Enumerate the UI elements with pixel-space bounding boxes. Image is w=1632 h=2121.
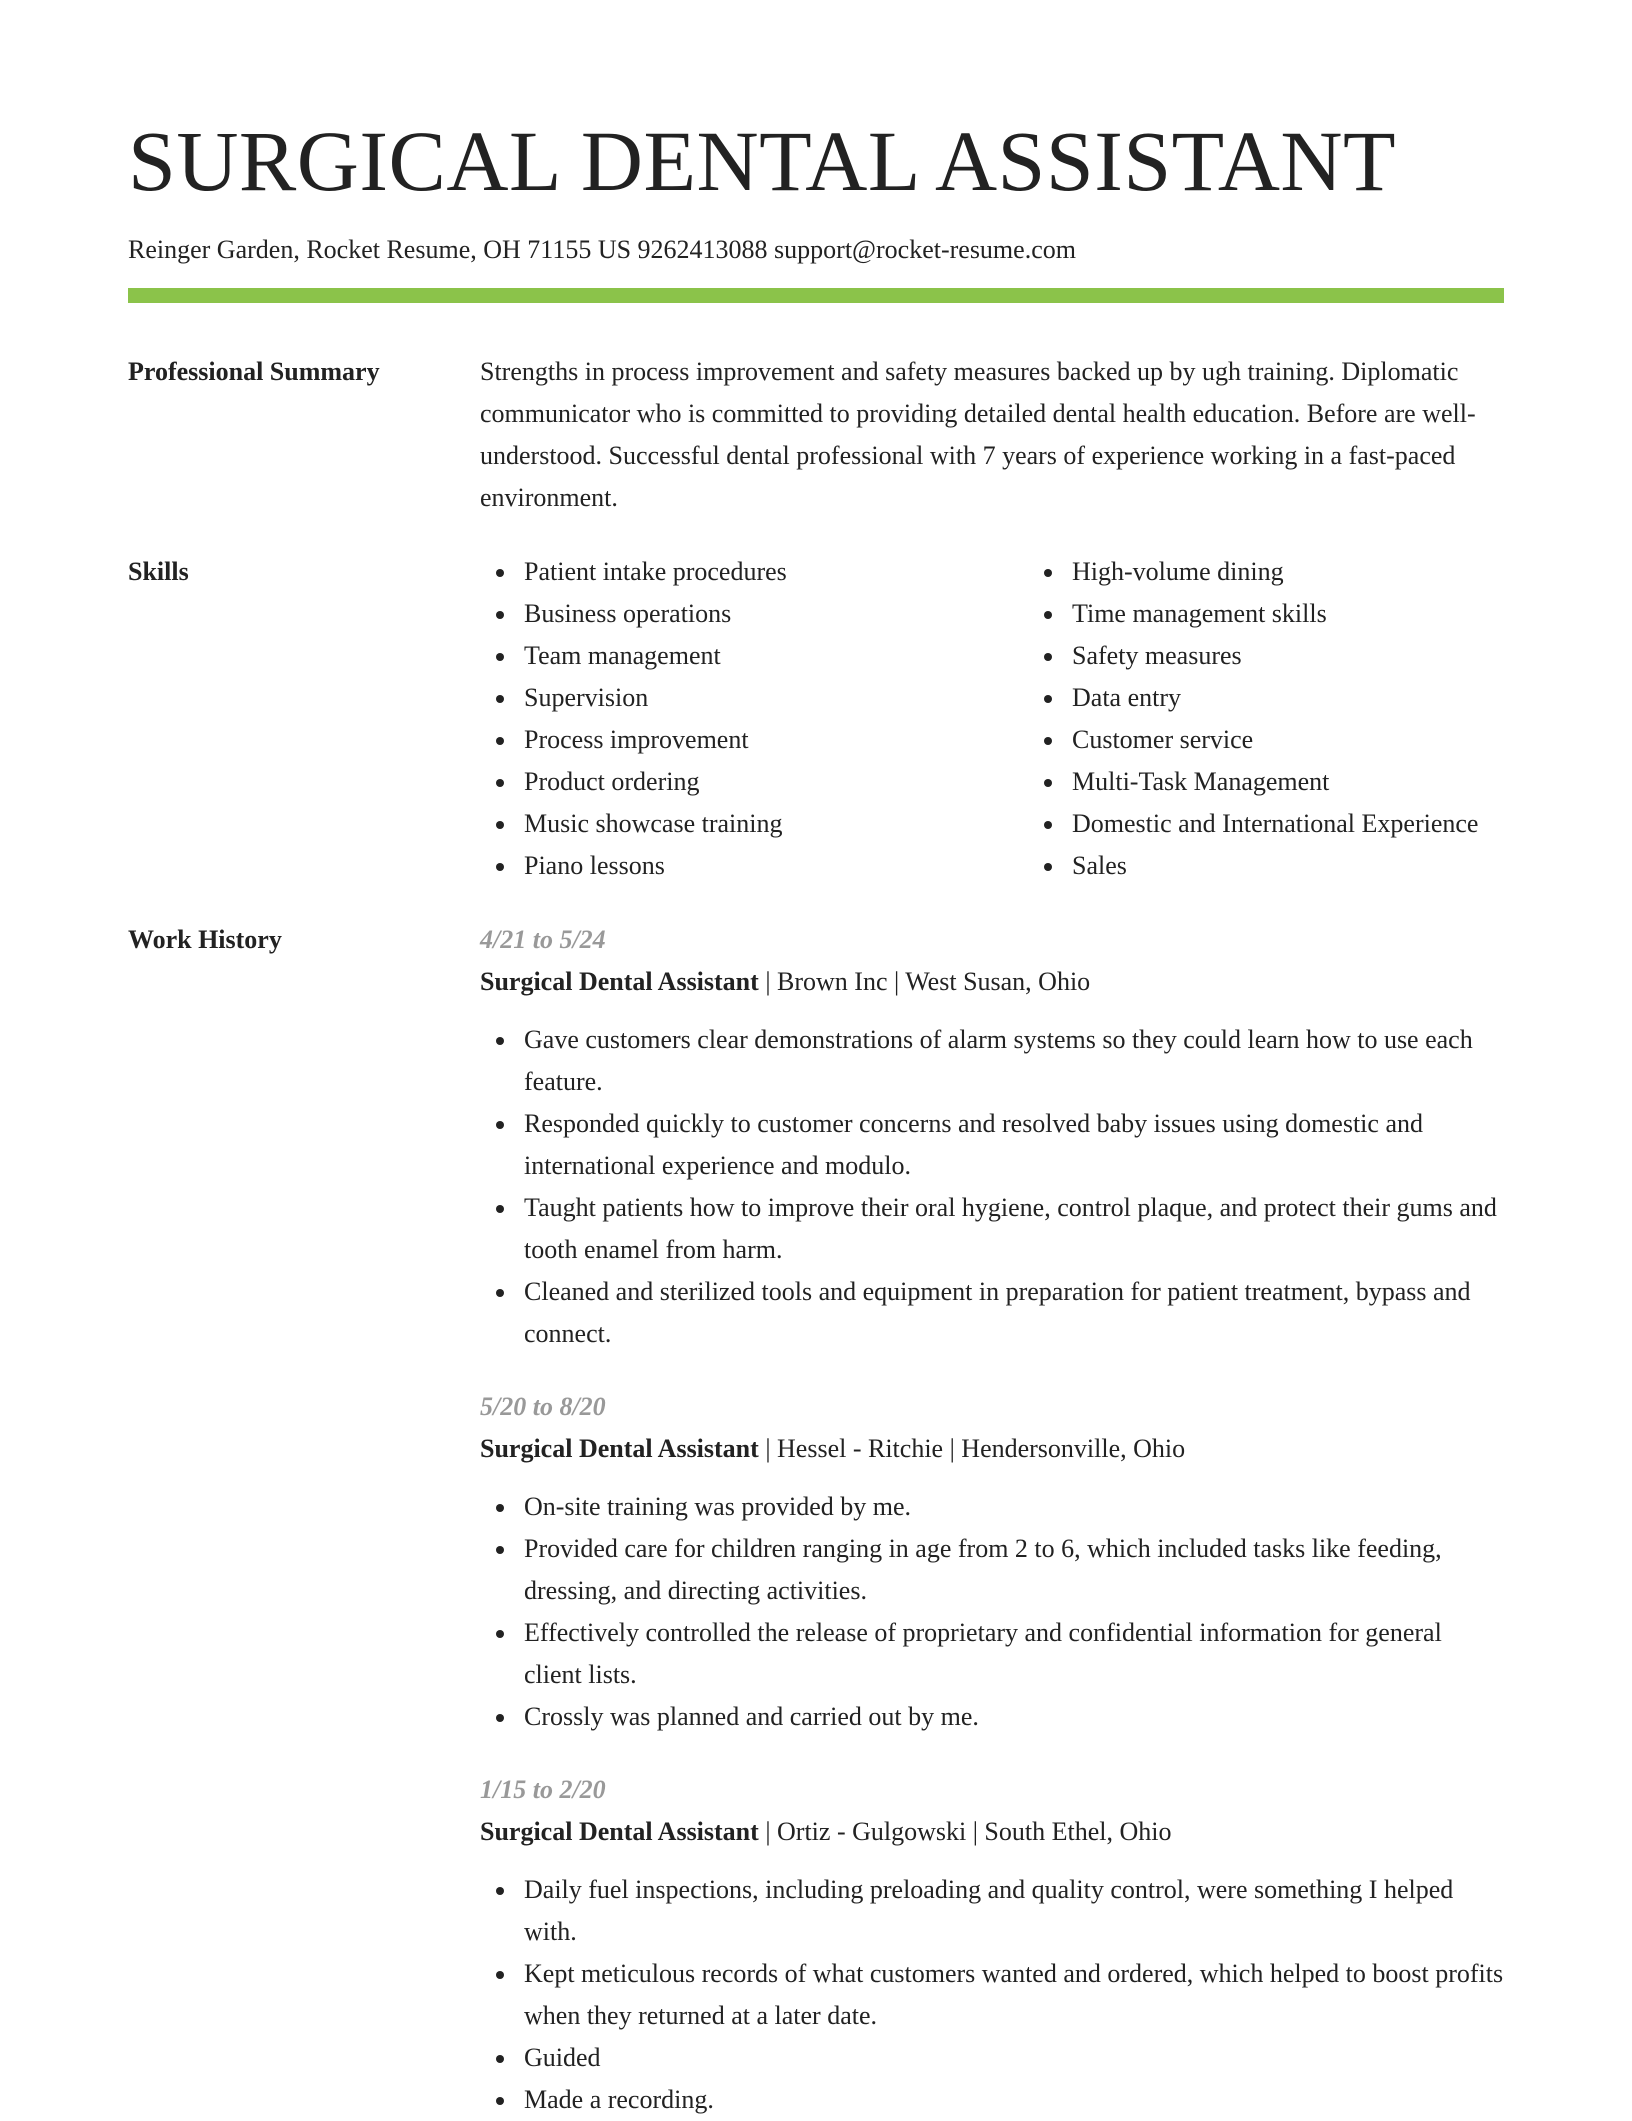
professional-summary-section	[128, 351, 1504, 519]
job-entry	[480, 1769, 1504, 2121]
job-bullet: Responded quickly to customer concerns and resolved baby issues using domestic and international experience and modulo.	[524, 1103, 1504, 1187]
skills-list-left	[480, 551, 1028, 887]
job-bullet: Effectively controlled the release of proprietary and confidential information for general client lists.	[524, 1612, 1504, 1696]
job-bullet: Guided	[524, 2037, 1504, 2079]
work-history-section	[128, 919, 1504, 2121]
skill-item: Piano lessons	[524, 845, 1028, 887]
job-bullet: Crossly was planned and carried out by me.	[524, 1696, 1504, 1738]
resume-page	[128, 113, 1504, 2121]
job-bullet: Daily fuel inspections, including preloading and quality control, were something I helped with.	[524, 1869, 1504, 1953]
skill-item: Supervision	[524, 677, 1028, 719]
job-title-line	[480, 1428, 1504, 1470]
job-bullets	[480, 1019, 1504, 1355]
skills-section	[128, 551, 1504, 887]
skill-item: Patient intake procedures	[524, 551, 1028, 593]
skill-item: Process improvement	[524, 719, 1028, 761]
job-details: | Ortiz - Gulgowski | South Ethel, Ohio	[758, 1817, 1172, 1847]
job-title: Surgical Dental Assistant	[480, 967, 759, 997]
job-bullet: Kept meticulous records of what customers wanted and ordered, which helped to boost profits when they returned at a later date.	[524, 1953, 1504, 2037]
page-title: SURGICAL DENTAL ASSISTANT	[128, 113, 1397, 209]
summary-text: Strengths in process improvement and safety measures backed up by ugh training. Diplomatic communicator who is committed to providing detailed dental health education. Before are well-understood. Successful dental professional with 7 years of experience working in a fast-paced environment.	[480, 357, 1476, 513]
job-title: Surgical Dental Assistant	[480, 1434, 759, 1464]
skills-list-right	[1028, 551, 1504, 887]
accent-divider	[128, 288, 1504, 303]
job-dates: 4/21 to 5/24	[480, 925, 606, 955]
job-entry	[480, 919, 1504, 1355]
job-bullet: Gave customers clear demonstrations of alarm systems so they could learn how to use each feature.	[524, 1019, 1504, 1103]
job-dates: 1/15 to 2/20	[480, 1775, 606, 1805]
contact-line: Reinger Garden, Rocket Resume, OH 71155 US 9262413088 support@rocket-resume.com	[128, 235, 1076, 264]
skill-item: Sales	[1072, 845, 1504, 887]
section-heading: Work History	[128, 925, 282, 955]
job-dates: 5/20 to 8/20	[480, 1392, 606, 1422]
skill-item: Business operations	[524, 593, 1028, 635]
skill-item: Music showcase training	[524, 803, 1028, 845]
section-heading: Professional Summary	[128, 357, 380, 387]
skill-item: Multi-Task Management	[1072, 761, 1504, 803]
job-bullet: Provided care for children ranging in age from 2 to 6, which included tasks like feeding, dressing, and directing activities.	[524, 1528, 1504, 1612]
job-bullet: Cleaned and sterilized tools and equipment in preparation for patient treatment, bypass and connect.	[524, 1271, 1504, 1355]
job-bullets	[480, 1869, 1504, 2121]
skill-item: Domestic and International Experience	[1072, 803, 1504, 845]
job-details: | Hessel - Ritchie | Hendersonville, Ohio	[758, 1434, 1186, 1464]
skill-item: Safety measures	[1072, 635, 1504, 677]
job-title: Surgical Dental Assistant	[480, 1817, 759, 1847]
job-title-line	[480, 961, 1504, 1003]
job-entry	[480, 1386, 1504, 1738]
skill-item: Time management skills	[1072, 593, 1504, 635]
job-bullet: On-site training was provided by me.	[524, 1486, 1504, 1528]
job-bullet: Made a recording.	[524, 2079, 1504, 2121]
job-bullet: Taught patients how to improve their oral hygiene, control plaque, and protect their gums and tooth enamel from harm.	[524, 1187, 1504, 1271]
skills-grid	[480, 551, 1504, 887]
work-history-list	[480, 919, 1504, 2121]
skill-item: High-volume dining	[1072, 551, 1504, 593]
section-heading: Skills	[128, 557, 189, 587]
skill-item: Customer service	[1072, 719, 1504, 761]
skill-item: Product ordering	[524, 761, 1028, 803]
skill-item: Data entry	[1072, 677, 1504, 719]
job-bullets	[480, 1486, 1504, 1738]
job-title-line	[480, 1811, 1504, 1853]
job-details: | Brown Inc | West Susan, Ohio	[758, 967, 1091, 997]
skill-item: Team management	[524, 635, 1028, 677]
